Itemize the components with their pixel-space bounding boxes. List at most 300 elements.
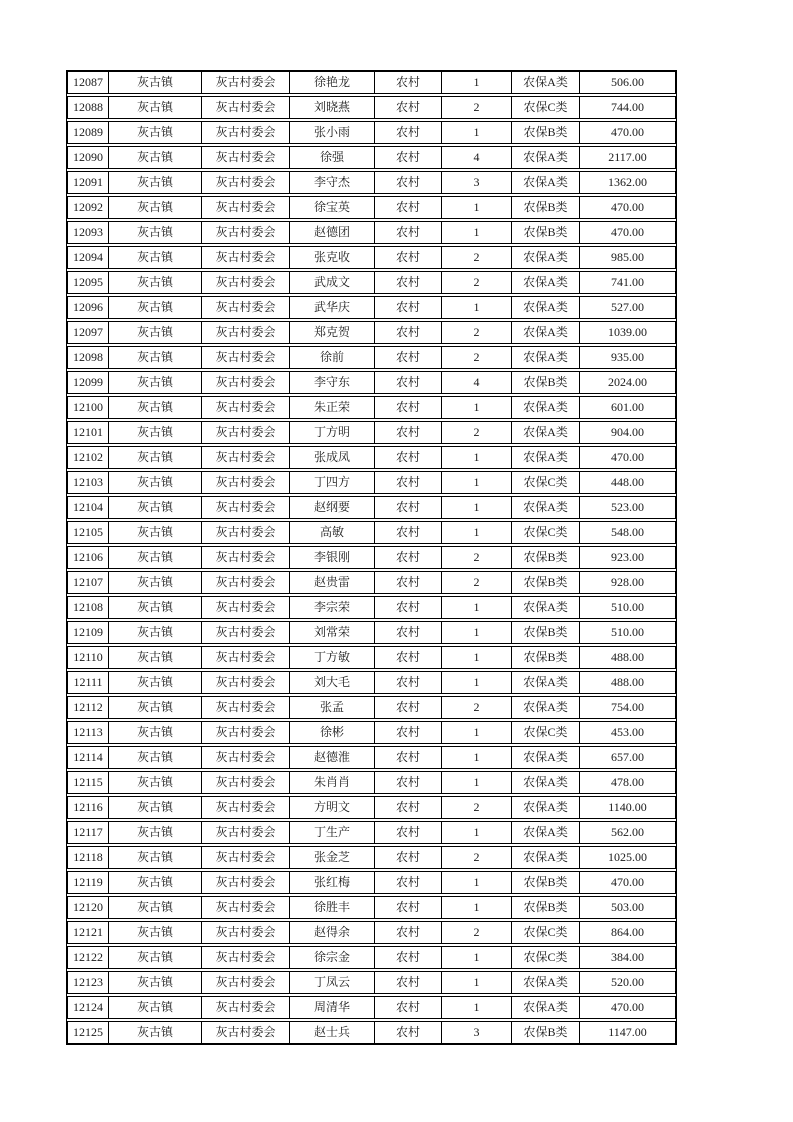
cell-person-count: 3 [441, 1022, 511, 1043]
cell-insurance-category: 农保A类 [511, 172, 579, 193]
cell-village-committee: 灰古村委会 [201, 672, 289, 693]
cell-person-name: 丁生产 [289, 822, 374, 843]
cell-person-count: 1 [441, 597, 511, 618]
cell-person-name: 赵得余 [289, 922, 374, 943]
cell-insurance-category: 农保A类 [511, 422, 579, 443]
cell-person-count: 1 [441, 672, 511, 693]
cell-person-count: 2 [441, 322, 511, 343]
cell-person-name: 朱肖肖 [289, 772, 374, 793]
cell-person-count: 1 [441, 622, 511, 643]
cell-person-count: 1 [441, 897, 511, 918]
cell-household-type: 农村 [374, 547, 441, 568]
cell-person-count: 2 [441, 797, 511, 818]
cell-person-count: 1 [441, 997, 511, 1018]
cell-amount: 935.00 [579, 347, 675, 368]
cell-village-committee: 灰古村委会 [201, 872, 289, 893]
table-row [67, 521, 676, 544]
cell-amount: 527.00 [579, 297, 675, 318]
cell-town: 灰古镇 [108, 872, 201, 893]
cell-insurance-category: 农保C类 [511, 472, 579, 493]
cell-insurance-category: 农保C类 [511, 522, 579, 543]
cell-person-count: 1 [441, 947, 511, 968]
cell-village-committee: 灰古村委会 [201, 172, 289, 193]
cell-town: 灰古镇 [108, 747, 201, 768]
cell-amount: 523.00 [579, 497, 675, 518]
cell-household-type: 农村 [374, 372, 441, 393]
cell-household-type: 农村 [374, 797, 441, 818]
table-row [67, 596, 676, 619]
cell-village-committee: 灰古村委会 [201, 547, 289, 568]
cell-town: 灰古镇 [108, 1022, 201, 1043]
cell-amount: 470.00 [579, 122, 675, 143]
cell-person-count: 1 [441, 472, 511, 493]
cell-amount: 2117.00 [579, 147, 675, 168]
cell-insurance-category: 农保A类 [511, 797, 579, 818]
table-row [67, 746, 676, 769]
cell-village-committee: 灰古村委会 [201, 847, 289, 868]
cell-insurance-category: 农保A类 [511, 447, 579, 468]
cell-town: 灰古镇 [108, 222, 201, 243]
cell-town: 灰古镇 [108, 972, 201, 993]
cell-town: 灰古镇 [108, 622, 201, 643]
cell-insurance-category: 农保A类 [511, 72, 579, 93]
cell-village-committee: 灰古村委会 [201, 72, 289, 93]
table-row [67, 146, 676, 169]
cell-person-name: 徐前 [289, 347, 374, 368]
cell-person-count: 1 [441, 447, 511, 468]
cell-village-committee: 灰古村委会 [201, 322, 289, 343]
table-row [67, 821, 676, 844]
cell-village-committee: 灰古村委会 [201, 347, 289, 368]
table-row [67, 721, 676, 744]
cell-amount: 548.00 [579, 522, 675, 543]
cell-town: 灰古镇 [108, 922, 201, 943]
cell-household-type: 农村 [374, 172, 441, 193]
cell-record-id: 12103 [73, 475, 103, 489]
cell-amount: 657.00 [579, 747, 675, 768]
cell-household-type: 农村 [374, 122, 441, 143]
cell-village-committee: 灰古村委会 [201, 122, 289, 143]
cell-household-type: 农村 [374, 947, 441, 968]
cell-village-committee: 灰古村委会 [201, 972, 289, 993]
cell-village-committee: 灰古村委会 [201, 822, 289, 843]
cell-amount: 470.00 [579, 997, 675, 1018]
cell-insurance-category: 农保B类 [511, 372, 579, 393]
cell-household-type: 农村 [374, 1022, 441, 1043]
cell-household-type: 农村 [374, 647, 441, 668]
cell-household-type: 农村 [374, 472, 441, 493]
cell-person-count: 1 [441, 972, 511, 993]
cell-person-count: 1 [441, 72, 511, 93]
table-row [67, 671, 676, 694]
cell-village-committee: 灰古村委会 [201, 947, 289, 968]
cell-person-name: 徐宝英 [289, 197, 374, 218]
cell-person-name: 高敏 [289, 522, 374, 543]
cell-person-name: 李宗荣 [289, 597, 374, 618]
cell-person-count: 2 [441, 97, 511, 118]
cell-town: 灰古镇 [108, 397, 201, 418]
cell-person-name: 李守杰 [289, 172, 374, 193]
cell-town: 灰古镇 [108, 547, 201, 568]
cell-village-committee: 灰古村委会 [201, 447, 289, 468]
cell-village-committee: 灰古村委会 [201, 597, 289, 618]
table-row [67, 971, 676, 994]
cell-person-name: 赵纲要 [289, 497, 374, 518]
cell-person-name: 张小雨 [289, 122, 374, 143]
cell-household-type: 农村 [374, 222, 441, 243]
cell-household-type: 农村 [374, 697, 441, 718]
cell-insurance-category: 农保A类 [511, 772, 579, 793]
cell-town: 灰古镇 [108, 847, 201, 868]
cell-town: 灰古镇 [108, 497, 201, 518]
cell-record-id: 12097 [73, 325, 103, 339]
cell-insurance-category: 农保B类 [511, 1022, 579, 1043]
cell-insurance-category: 农保A类 [511, 322, 579, 343]
cell-household-type: 农村 [374, 347, 441, 368]
cell-town: 灰古镇 [108, 997, 201, 1018]
cell-person-count: 2 [441, 247, 511, 268]
table-row [67, 321, 676, 344]
table-row [67, 796, 676, 819]
cell-person-count: 1 [441, 772, 511, 793]
cell-village-committee: 灰古村委会 [201, 422, 289, 443]
cell-insurance-category: 农保B类 [511, 572, 579, 593]
cell-household-type: 农村 [374, 497, 441, 518]
cell-household-type: 农村 [374, 847, 441, 868]
cell-person-name: 徐胜丰 [289, 897, 374, 918]
table-row [67, 621, 676, 644]
cell-insurance-category: 农保A类 [511, 247, 579, 268]
cell-record-id: 12099 [73, 375, 103, 389]
cell-record-id: 12104 [73, 500, 103, 514]
table-row [67, 996, 676, 1019]
cell-household-type: 农村 [374, 972, 441, 993]
cell-household-type: 农村 [374, 272, 441, 293]
cell-insurance-category: 农保C类 [511, 97, 579, 118]
cell-amount: 384.00 [579, 947, 675, 968]
cell-person-name: 郑克贺 [289, 322, 374, 343]
cell-person-count: 2 [441, 547, 511, 568]
cell-town: 灰古镇 [108, 197, 201, 218]
cell-town: 灰古镇 [108, 672, 201, 693]
cell-person-count: 1 [441, 722, 511, 743]
cell-person-name: 赵德淮 [289, 747, 374, 768]
cell-amount: 510.00 [579, 597, 675, 618]
cell-person-name: 张孟 [289, 697, 374, 718]
table-row [67, 96, 676, 119]
table-row [67, 396, 676, 419]
cell-town: 灰古镇 [108, 422, 201, 443]
cell-town: 灰古镇 [108, 72, 201, 93]
cell-household-type: 农村 [374, 597, 441, 618]
cell-amount: 1039.00 [579, 322, 675, 343]
table-row [67, 896, 676, 919]
cell-insurance-category: 农保A类 [511, 147, 579, 168]
cell-village-committee: 灰古村委会 [201, 572, 289, 593]
cell-record-id: 12105 [73, 525, 103, 539]
cell-record-id: 12098 [73, 350, 103, 364]
table-row [67, 546, 676, 569]
cell-record-id: 12113 [73, 725, 103, 739]
cell-amount: 448.00 [579, 472, 675, 493]
cell-record-id: 12087 [73, 75, 103, 89]
cell-amount: 2024.00 [579, 372, 675, 393]
cell-insurance-category: 农保A类 [511, 497, 579, 518]
cell-town: 灰古镇 [108, 897, 201, 918]
cell-insurance-category: 农保A类 [511, 997, 579, 1018]
cell-record-id: 12090 [73, 150, 103, 164]
cell-insurance-category: 农保A类 [511, 297, 579, 318]
cell-person-name: 刘晓燕 [289, 97, 374, 118]
cell-amount: 506.00 [579, 72, 675, 93]
cell-amount: 601.00 [579, 397, 675, 418]
cell-town: 灰古镇 [108, 697, 201, 718]
cell-record-id: 12122 [73, 950, 103, 964]
cell-record-id: 12108 [73, 600, 103, 614]
cell-village-committee: 灰古村委会 [201, 297, 289, 318]
cell-amount: 478.00 [579, 772, 675, 793]
cell-record-id: 12115 [73, 775, 103, 789]
cell-household-type: 农村 [374, 997, 441, 1018]
cell-record-id: 12123 [73, 975, 103, 989]
cell-village-committee: 灰古村委会 [201, 897, 289, 918]
cell-village-committee: 灰古村委会 [201, 497, 289, 518]
cell-person-name: 赵德团 [289, 222, 374, 243]
cell-record-id: 12116 [73, 800, 103, 814]
cell-person-name: 赵士兵 [289, 1022, 374, 1043]
cell-record-id: 12121 [73, 925, 103, 939]
cell-record-id: 12100 [73, 400, 103, 414]
cell-household-type: 农村 [374, 872, 441, 893]
cell-town: 灰古镇 [108, 647, 201, 668]
cell-village-committee: 灰古村委会 [201, 272, 289, 293]
data-table [66, 70, 677, 1045]
cell-record-id: 12114 [73, 750, 103, 764]
cell-amount: 985.00 [579, 247, 675, 268]
cell-insurance-category: 农保A类 [511, 672, 579, 693]
cell-insurance-category: 农保C类 [511, 722, 579, 743]
cell-person-name: 方明文 [289, 797, 374, 818]
table-row [67, 946, 676, 969]
cell-household-type: 农村 [374, 147, 441, 168]
cell-town: 灰古镇 [108, 272, 201, 293]
cell-record-id: 12125 [73, 1025, 103, 1039]
cell-town: 灰古镇 [108, 522, 201, 543]
cell-town: 灰古镇 [108, 722, 201, 743]
cell-person-name: 刘大毛 [289, 672, 374, 693]
table-row [67, 246, 676, 269]
table-row [67, 196, 676, 219]
cell-person-name: 李守东 [289, 372, 374, 393]
cell-household-type: 农村 [374, 447, 441, 468]
cell-insurance-category: 农保A类 [511, 822, 579, 843]
cell-person-name: 张金芝 [289, 847, 374, 868]
table-row [67, 371, 676, 394]
cell-household-type: 农村 [374, 422, 441, 443]
cell-person-name: 徐艳龙 [289, 72, 374, 93]
cell-household-type: 农村 [374, 397, 441, 418]
cell-household-type: 农村 [374, 822, 441, 843]
cell-town: 灰古镇 [108, 572, 201, 593]
cell-person-count: 1 [441, 747, 511, 768]
cell-town: 灰古镇 [108, 97, 201, 118]
cell-person-name: 丁方敏 [289, 647, 374, 668]
table-row [67, 921, 676, 944]
cell-insurance-category: 农保A类 [511, 272, 579, 293]
cell-insurance-category: 农保A类 [511, 747, 579, 768]
cell-amount: 741.00 [579, 272, 675, 293]
cell-person-count: 1 [441, 397, 511, 418]
cell-village-committee: 灰古村委会 [201, 922, 289, 943]
cell-person-name: 武华庆 [289, 297, 374, 318]
cell-record-id: 12117 [73, 825, 103, 839]
cell-record-id: 12101 [73, 425, 103, 439]
cell-town: 灰古镇 [108, 472, 201, 493]
cell-village-committee: 灰古村委会 [201, 147, 289, 168]
cell-person-name: 朱正荣 [289, 397, 374, 418]
cell-insurance-category: 农保A类 [511, 597, 579, 618]
cell-household-type: 农村 [374, 97, 441, 118]
cell-record-id: 12124 [73, 1000, 103, 1014]
cell-person-name: 张克收 [289, 247, 374, 268]
cell-record-id: 12095 [73, 275, 103, 289]
cell-record-id: 12120 [73, 900, 103, 914]
cell-person-count: 4 [441, 372, 511, 393]
table-row [67, 871, 676, 894]
cell-household-type: 农村 [374, 197, 441, 218]
cell-amount: 470.00 [579, 447, 675, 468]
cell-village-committee: 灰古村委会 [201, 397, 289, 418]
table-row [67, 346, 676, 369]
cell-town: 灰古镇 [108, 347, 201, 368]
cell-amount: 510.00 [579, 622, 675, 643]
cell-person-name: 周清华 [289, 997, 374, 1018]
cell-person-count: 2 [441, 847, 511, 868]
cell-town: 灰古镇 [108, 797, 201, 818]
table-row [67, 296, 676, 319]
cell-person-count: 1 [441, 872, 511, 893]
cell-person-count: 2 [441, 697, 511, 718]
table-row [67, 571, 676, 594]
cell-village-committee: 灰古村委会 [201, 472, 289, 493]
cell-insurance-category: 农保A类 [511, 847, 579, 868]
cell-person-count: 2 [441, 272, 511, 293]
cell-amount: 562.00 [579, 822, 675, 843]
cell-person-name: 张成凤 [289, 447, 374, 468]
cell-record-id: 12106 [73, 550, 103, 564]
table-row [67, 71, 676, 94]
cell-amount: 470.00 [579, 197, 675, 218]
cell-household-type: 农村 [374, 322, 441, 343]
cell-record-id: 12091 [73, 175, 103, 189]
cell-town: 灰古镇 [108, 772, 201, 793]
cell-amount: 1140.00 [579, 797, 675, 818]
table-row [67, 646, 676, 669]
cell-person-count: 1 [441, 297, 511, 318]
cell-village-committee: 灰古村委会 [201, 372, 289, 393]
cell-village-committee: 灰古村委会 [201, 647, 289, 668]
cell-person-name: 徐宗金 [289, 947, 374, 968]
cell-record-id: 12111 [73, 675, 103, 689]
table-row [67, 121, 676, 144]
table-row [67, 496, 676, 519]
cell-person-count: 4 [441, 147, 511, 168]
cell-amount: 928.00 [579, 572, 675, 593]
table-row [67, 771, 676, 794]
cell-person-count: 3 [441, 172, 511, 193]
cell-person-count: 2 [441, 422, 511, 443]
cell-person-count: 2 [441, 347, 511, 368]
table-row [67, 471, 676, 494]
cell-household-type: 农村 [374, 622, 441, 643]
cell-household-type: 农村 [374, 897, 441, 918]
cell-village-committee: 灰古村委会 [201, 1022, 289, 1043]
cell-town: 灰古镇 [108, 822, 201, 843]
cell-town: 灰古镇 [108, 447, 201, 468]
cell-person-count: 1 [441, 122, 511, 143]
cell-town: 灰古镇 [108, 372, 201, 393]
cell-insurance-category: 农保B类 [511, 197, 579, 218]
cell-amount: 488.00 [579, 672, 675, 693]
cell-record-id: 12096 [73, 300, 103, 314]
cell-village-committee: 灰古村委会 [201, 197, 289, 218]
cell-household-type: 农村 [374, 922, 441, 943]
cell-amount: 864.00 [579, 922, 675, 943]
cell-insurance-category: 农保A类 [511, 697, 579, 718]
cell-village-committee: 灰古村委会 [201, 222, 289, 243]
cell-record-id: 12109 [73, 625, 103, 639]
cell-amount: 1362.00 [579, 172, 675, 193]
cell-insurance-category: 农保B类 [511, 897, 579, 918]
cell-insurance-category: 农保A类 [511, 397, 579, 418]
cell-insurance-category: 农保B类 [511, 547, 579, 568]
cell-household-type: 农村 [374, 297, 441, 318]
cell-insurance-category: 农保B类 [511, 222, 579, 243]
cell-village-committee: 灰古村委会 [201, 722, 289, 743]
cell-record-id: 12110 [73, 650, 103, 664]
cell-record-id: 12089 [73, 125, 103, 139]
cell-amount: 754.00 [579, 697, 675, 718]
cell-household-type: 农村 [374, 522, 441, 543]
table-row [67, 446, 676, 469]
cell-record-id: 12119 [73, 875, 103, 889]
cell-person-count: 1 [441, 197, 511, 218]
cell-household-type: 农村 [374, 672, 441, 693]
cell-person-name: 丁方明 [289, 422, 374, 443]
cell-insurance-category: 农保A类 [511, 347, 579, 368]
table-row [67, 696, 676, 719]
cell-record-id: 12094 [73, 250, 103, 264]
cell-amount: 453.00 [579, 722, 675, 743]
cell-person-count: 1 [441, 522, 511, 543]
cell-insurance-category: 农保C类 [511, 922, 579, 943]
cell-village-committee: 灰古村委会 [201, 622, 289, 643]
cell-household-type: 农村 [374, 572, 441, 593]
cell-town: 灰古镇 [108, 247, 201, 268]
cell-person-name: 张红梅 [289, 872, 374, 893]
cell-village-committee: 灰古村委会 [201, 247, 289, 268]
cell-person-name: 刘常荣 [289, 622, 374, 643]
cell-household-type: 农村 [374, 772, 441, 793]
cell-person-name: 丁四方 [289, 472, 374, 493]
cell-insurance-category: 农保B类 [511, 647, 579, 668]
cell-amount: 503.00 [579, 897, 675, 918]
cell-household-type: 农村 [374, 722, 441, 743]
cell-town: 灰古镇 [108, 147, 201, 168]
cell-person-name: 徐彬 [289, 722, 374, 743]
cell-amount: 488.00 [579, 647, 675, 668]
cell-person-count: 2 [441, 572, 511, 593]
